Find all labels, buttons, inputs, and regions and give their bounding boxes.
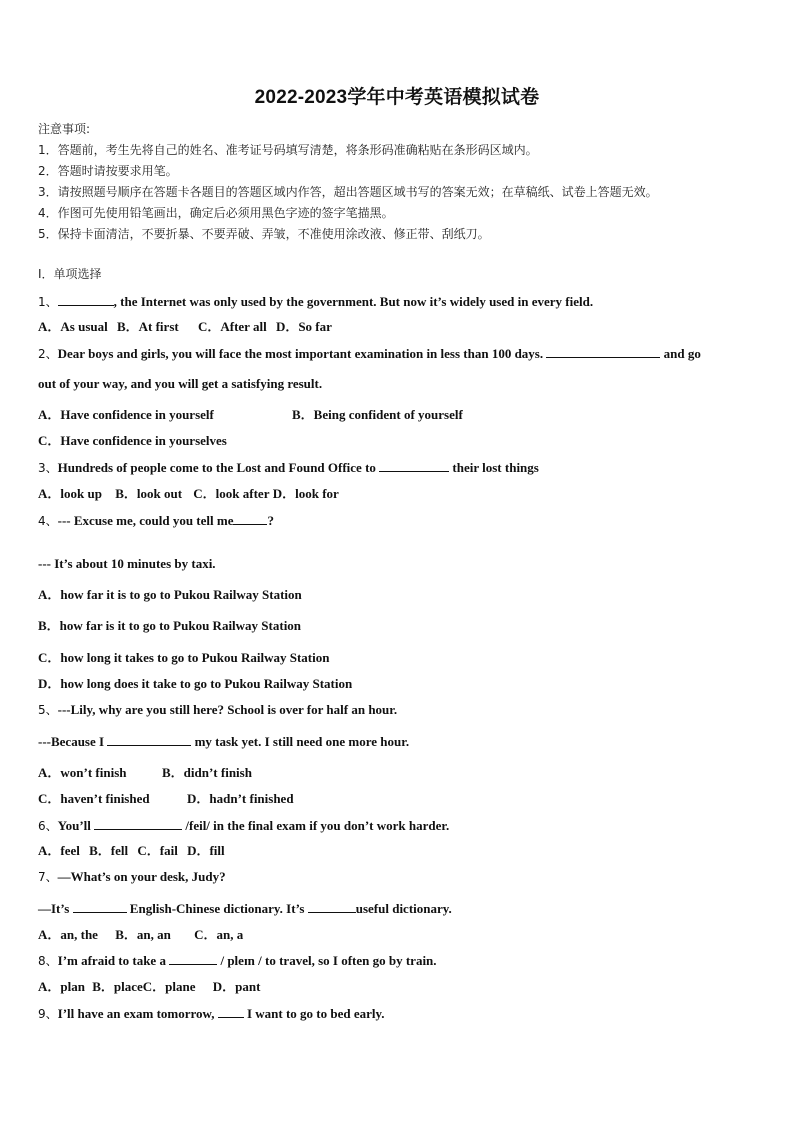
question-text: I’ll have an exam tomorrow, — [57, 1006, 215, 1021]
option-d: D．fill — [187, 843, 225, 858]
option-c: C．plane — [142, 979, 196, 994]
question-text: my task yet. I still need one more hour. — [194, 734, 410, 749]
question-number: 2、 — [38, 347, 58, 361]
question-text: / pleɪn / to travel, so I often go by train. — [220, 953, 437, 968]
question-text: ? — [267, 513, 274, 528]
notice-item: 2．答题时请按要求用笔。 — [38, 164, 178, 178]
question-text: useful dictionary. — [355, 901, 452, 916]
question-text: their lost things — [452, 460, 539, 475]
question-2-cont: out of your way, and you will get a satisfying result. — [38, 376, 323, 391]
option-d: D．hadn’t finished — [187, 791, 294, 806]
question-number: 3、 — [38, 461, 58, 475]
option-c: C．After all — [197, 319, 267, 334]
section-heading: Ⅰ．单项选择 — [38, 267, 102, 281]
options-7 — [38, 927, 243, 943]
question-text: Dear boys and girls, you will face the most important examination in less than 100 days. — [57, 346, 544, 361]
option-c: C．how long it takes to go to Pukou Railway Station — [38, 650, 330, 665]
question-6 — [38, 817, 449, 834]
question-text: ---Lily, why are you still here? School is over for half an hour. — [57, 702, 398, 717]
question-text: --- Excuse me, could you tell me — [57, 513, 234, 528]
options-5-row1 — [38, 765, 252, 781]
option-a: A．won’t finish — [38, 765, 127, 780]
options-5-row2 — [38, 791, 294, 807]
option-b: B．an, an — [115, 927, 171, 942]
answer-blank — [218, 1005, 244, 1018]
option-c: C．an, a — [194, 927, 244, 942]
page-title: 2022-2023学年中考英语模拟试卷 — [254, 87, 540, 108]
question-number: 7、 — [38, 870, 58, 884]
question-number: 8、 — [38, 954, 58, 968]
question-text: —What’s on your desk, Judy? — [57, 869, 226, 884]
question-number: 1、 — [38, 295, 58, 309]
question-7-reply — [38, 900, 452, 917]
option-b: B．fell — [89, 843, 129, 858]
notice-item: 4．作图可先使用铅笔画出，确定后必须用黑色字迹的签字笔描黑。 — [38, 206, 394, 220]
option-a: A．feel — [38, 843, 80, 858]
question-number: 5、 — [38, 703, 58, 717]
notice-heading: 注意事项: — [38, 122, 91, 136]
option-b: B．didn’t finish — [162, 765, 252, 780]
question-4 — [38, 512, 274, 529]
option-a: A．As usual — [38, 319, 108, 334]
question-text: Hundreds of people come to the Lost and Found Office to — [57, 460, 376, 475]
option-d: D．pant — [212, 979, 261, 994]
option-a: A．an, the — [38, 927, 98, 942]
question-1 — [38, 293, 593, 310]
answer-blank — [58, 293, 114, 306]
notice-item: 3．请按照题号顺序在答题卡各题目的答题区域内作答，超出答题区域书写的答案无效；在草稿纸、试卷上答题无效。 — [38, 185, 658, 199]
question-2 — [38, 345, 701, 362]
option-a: A．Have confidence in yourself — [38, 407, 214, 422]
question-number: 4、 — [38, 514, 58, 528]
question-text: , the Internet was only used by the government. But now it’s widely used in every field. — [113, 294, 594, 309]
question-text: I want to go to bed early. — [246, 1006, 385, 1021]
answer-blank — [169, 952, 217, 965]
question-text: ---Because I — [38, 734, 105, 749]
answer-blank — [379, 459, 449, 472]
option-d: D．look for — [272, 486, 339, 501]
question-4-reply: --- It’s about 10 minutes by taxi. — [38, 556, 216, 571]
options-2 — [38, 407, 463, 423]
question-number: 9、 — [38, 1007, 58, 1021]
option-b: B．look out — [115, 486, 183, 501]
options-3 — [38, 486, 339, 502]
answer-blank — [308, 900, 356, 913]
option-b: B．Being confident of yourself — [292, 407, 463, 422]
option-b: B．place — [92, 979, 143, 994]
question-text: I’m afraid to take a — [57, 953, 166, 968]
question-text: and go — [663, 346, 701, 361]
answer-blank — [233, 512, 267, 525]
answer-blank — [73, 900, 127, 913]
question-3 — [38, 459, 539, 476]
option-c: C．look after — [193, 486, 270, 501]
option-c: C．haven’t finished — [38, 791, 150, 806]
options-6 — [38, 843, 225, 859]
answer-blank — [546, 345, 660, 358]
options-8 — [38, 979, 260, 995]
notice-item: 5．保持卡面清洁，不要折暴、不要弄破、弄皱，不准使用涂改液、修正带、刮纸刀。 — [38, 227, 490, 241]
question-9 — [38, 1005, 385, 1022]
option-a: A．look up — [38, 486, 102, 501]
option-b: B．At first — [116, 319, 179, 334]
option-c: C．fail — [137, 843, 178, 858]
option-c: C．Have confidence in yourselves — [38, 433, 227, 448]
notice-item: 1．答题前，考生先将自己的姓名、准考证号码填写清楚，将条形码准确粘贴在条形码区域内。 — [38, 143, 538, 157]
question-text: English-Chinese dictionary. It’s — [129, 901, 305, 916]
options-1 — [38, 319, 332, 335]
option-d: D．So far — [275, 319, 332, 334]
question-text: —It’s — [38, 901, 70, 916]
question-number: 6、 — [38, 819, 58, 833]
question-7 — [38, 869, 226, 885]
option-d: D．how long does it take to go to Pukou Railway Station — [38, 676, 353, 691]
question-text: /feil/ in the final exam if you don’t work harder. — [185, 818, 450, 833]
option-b: B．how far is it to go to Pukou Railway Station — [38, 618, 302, 633]
question-8 — [38, 952, 437, 969]
question-5-reply — [38, 733, 409, 750]
question-5 — [38, 702, 397, 718]
answer-blank — [94, 817, 182, 830]
question-text: You’ll — [57, 818, 91, 833]
option-a: A．how far it is to go to Pukou Railway Station — [38, 587, 302, 602]
option-a: A．plan — [38, 979, 85, 994]
answer-blank — [107, 733, 191, 746]
